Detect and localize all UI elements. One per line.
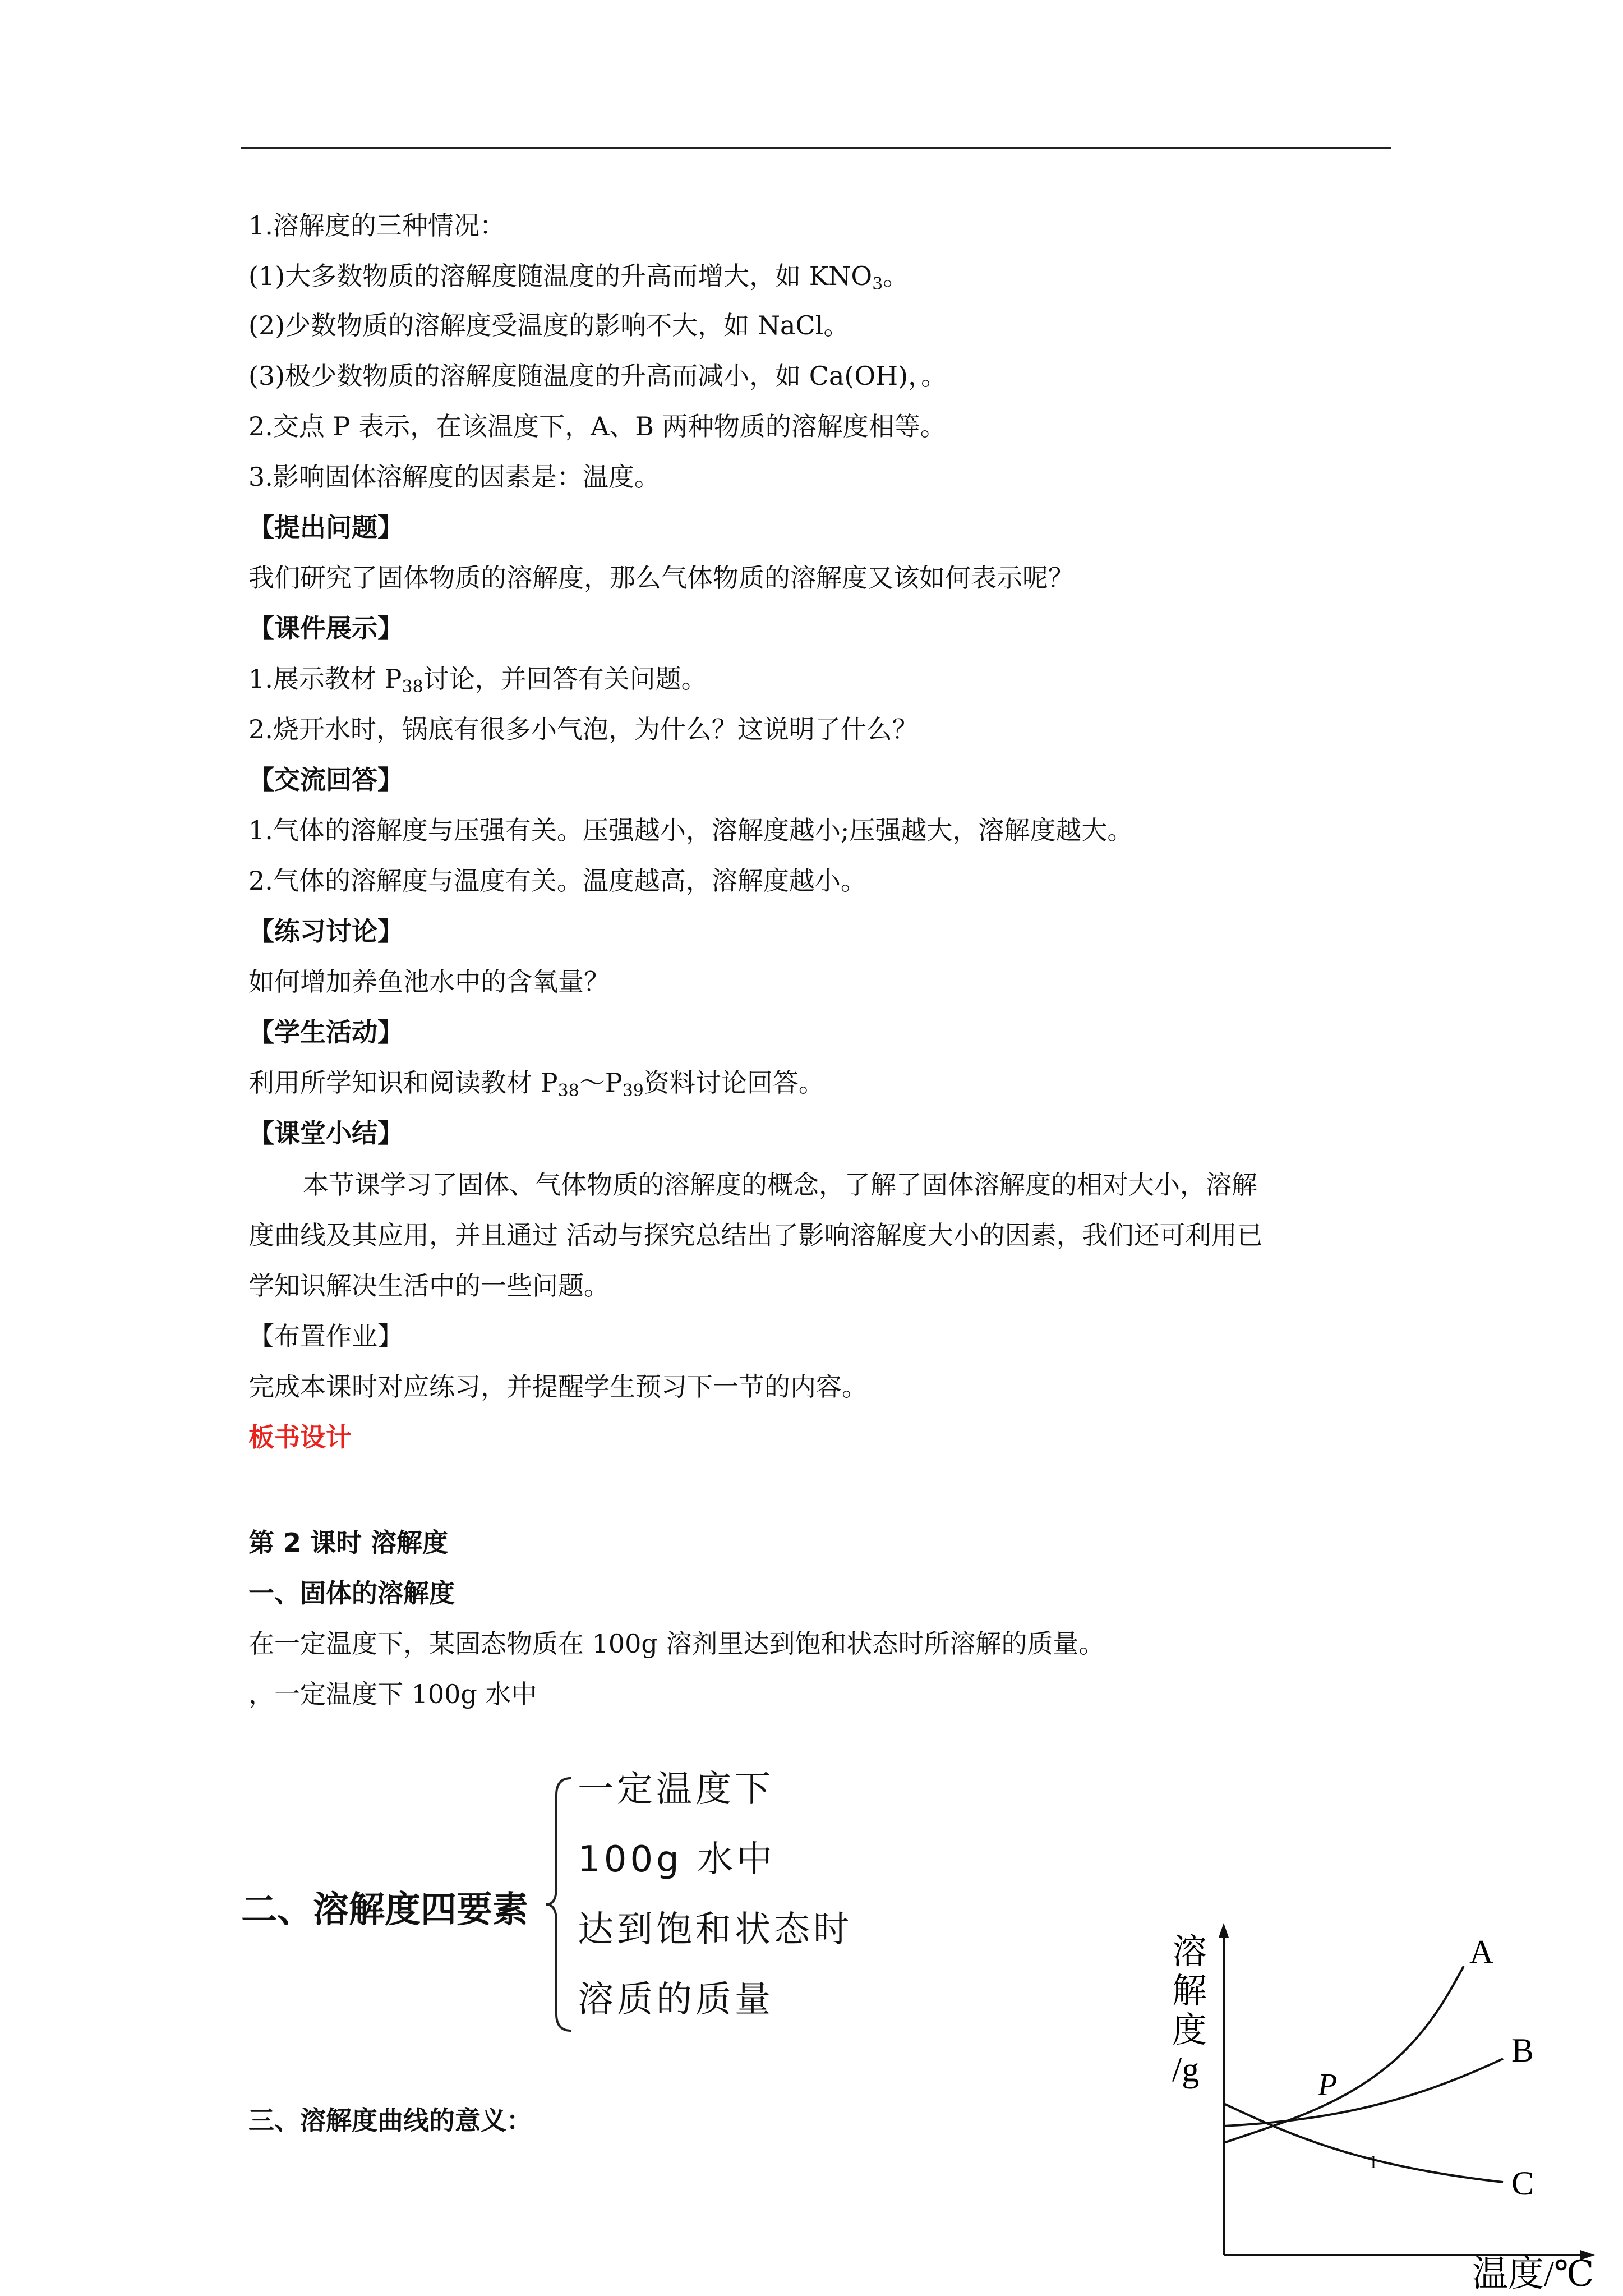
element-item: 溶质的质量 — [578, 1979, 774, 2021]
series-line — [1224, 1966, 1464, 2143]
text-line: 3.影响固体溶解度的因素是：温度。 — [248, 462, 660, 492]
series-label: C — [1511, 2165, 1534, 2202]
element-item: 一定温度下 — [578, 1769, 774, 1810]
brace-icon — [544, 1767, 578, 2042]
section-heading: 三、溶解度曲线的意义： — [248, 2105, 532, 2136]
x-axis-label: 温度/℃ — [1472, 2254, 1594, 2289]
section-heading: 【提出问题】 — [248, 512, 403, 542]
text-line: (1)大多数物质的溶解度随温度的升高而增大，如 $KNO_3$。 — [248, 261, 909, 294]
section-heading: 【课堂小结】 — [248, 1118, 403, 1148]
series-line — [1224, 2059, 1503, 2126]
section-heading: 【练习讨论】 — [248, 916, 403, 946]
text-line: (2)少数物质的溶解度受温度的影响不大，如 NaCl。 — [248, 310, 850, 341]
y-axis-label-3: 度 — [1172, 2012, 1207, 2050]
section-heading: 【交流回答】 — [248, 765, 403, 795]
text-line: 完成本课时对应练习，并提醒学生预习下一节的内容。 — [248, 1372, 868, 1402]
text-line: 学知识解决生活中的一些问题。 — [248, 1271, 610, 1301]
text-line: 度曲线及其应用，并且通过 活动与探究总结出了影响溶解度大小的因素，我们还可利用已 — [248, 1220, 1263, 1250]
text-line: 我们研究了固体物质的溶解度，那么气体物质的溶解度又该如何表示呢？ — [248, 563, 1074, 593]
element-item: 达到饱和状态时 — [578, 1909, 852, 1950]
text-line: 在一定温度下，某固态物质在 100g 溶剂里达到饱和状态时所溶解的质量。 — [248, 1628, 1105, 1659]
text-line: 1.气体的溶解度与压强有关。压强越小，溶解度越小;压强越大，溶解度越大。 — [248, 815, 1133, 845]
four-elements-figure — [241, 1767, 869, 2042]
section-heading: 第 2 课时 溶解度 — [248, 1527, 449, 1558]
element-item: 100g 水中 — [578, 1839, 776, 1880]
text-line: 1.展示教材 $P_{38}$讨论，并回答有关问题。 — [248, 664, 707, 697]
annotation-label: 1 — [1368, 2152, 1378, 2173]
text-line: 如何增加养鱼池水中的含氧量？ — [248, 967, 610, 997]
four-elements-title: 二、溶解度四要素 — [241, 1889, 528, 1931]
section-heading: 一、固体的溶解度 — [248, 1578, 455, 1608]
series-label: A — [1469, 1934, 1494, 1971]
section-heading: 【学生活动】 — [248, 1017, 403, 1047]
text-line: 2.气体的溶解度与温度有关。温度越高，溶解度越小。 — [248, 866, 866, 896]
section-heading: 【课件展示】 — [248, 613, 403, 643]
text-line: (3)极少数物质的溶解度随温度的升高而减小，如 Ca(OH)，。 — [248, 361, 947, 391]
text-line: 2.交点 P 表示，在该温度下，A、B 两种物质的溶解度相等。 — [248, 411, 946, 441]
text-line: 2.烧开水时，锅底有很多小气泡，为什么？这说明了什么？ — [248, 714, 918, 744]
text-line: 本节课学习了固体、气体物质的溶解度的概念，了解了固体溶解度的相对大小，溶解 — [303, 1170, 1257, 1200]
series-label: B — [1511, 2032, 1534, 2069]
annotation-label: P — [1318, 2068, 1338, 2102]
series-line — [1224, 2104, 1503, 2182]
y-axis-label-1: 溶 — [1172, 1933, 1207, 1971]
y-axis-label-2: 解 — [1172, 1972, 1207, 2010]
y-axis-arrow-icon — [1219, 1923, 1229, 1938]
text-line: 利用所学知识和阅读教材 $P_{38}\sim P_{39}$资料讨论回答。 — [248, 1068, 824, 1101]
y-axis-label-4: /g — [1172, 2051, 1200, 2089]
solubility-curve-chart — [1161, 1918, 1598, 2289]
text-line: ，一定温度下 100g 水中 — [248, 1679, 537, 1709]
section-heading: 【布置作业】 — [248, 1321, 403, 1351]
text-line: 1.溶解度的三种情况： — [248, 210, 505, 241]
section-heading: 板书设计 — [248, 1422, 352, 1452]
header-rule — [241, 147, 1391, 149]
